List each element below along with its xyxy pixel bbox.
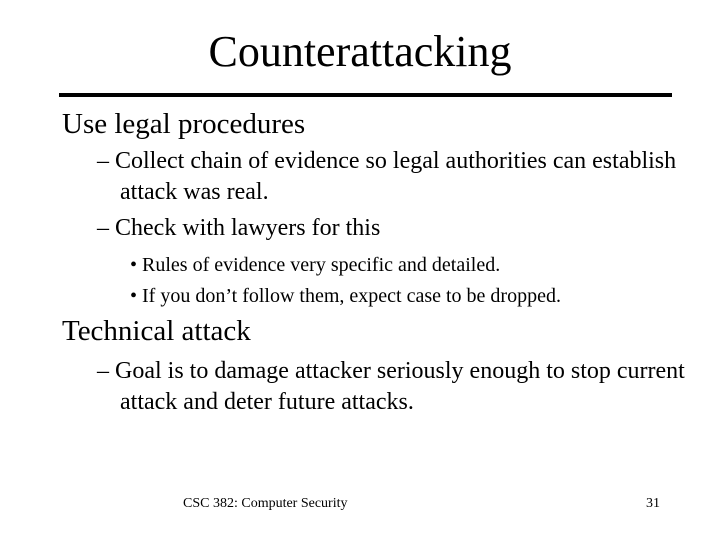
bullet-text: Check with lawyers for this [115, 215, 381, 241]
bullet-text: Collect chain of evidence so legal authorities can establish attack was real. [115, 148, 677, 205]
bullet-marker: • [130, 254, 138, 276]
bullet-item-goal [97, 356, 700, 418]
section-heading-technical: Technical attack [62, 315, 251, 347]
bullet-text: Goal is to damage attacker seriously enough to stop current attack and deter future attacks. [115, 358, 685, 415]
sub-bullet-text: If you don’t follow them, expect case to be dropped. [142, 285, 561, 307]
sub-bullet-rules [130, 250, 711, 280]
dash-marker: – [97, 358, 109, 384]
bullet-item-evidence [97, 146, 700, 208]
slide-title: Counterattacking [208, 27, 512, 76]
title-divider [59, 93, 672, 97]
dash-marker: – [97, 148, 109, 174]
sub-bullet-text: Rules of evidence very specific and detailed. [142, 254, 501, 276]
dash-marker: – [97, 215, 109, 241]
bullet-marker: • [130, 285, 138, 307]
footer-course: CSC 382: Computer Security [183, 496, 348, 511]
footer-page-number: 31 [646, 496, 660, 511]
section-heading-legal: Use legal procedures [62, 108, 306, 140]
sub-bullet-follow [130, 281, 711, 311]
bullet-item-lawyers [97, 213, 700, 244]
